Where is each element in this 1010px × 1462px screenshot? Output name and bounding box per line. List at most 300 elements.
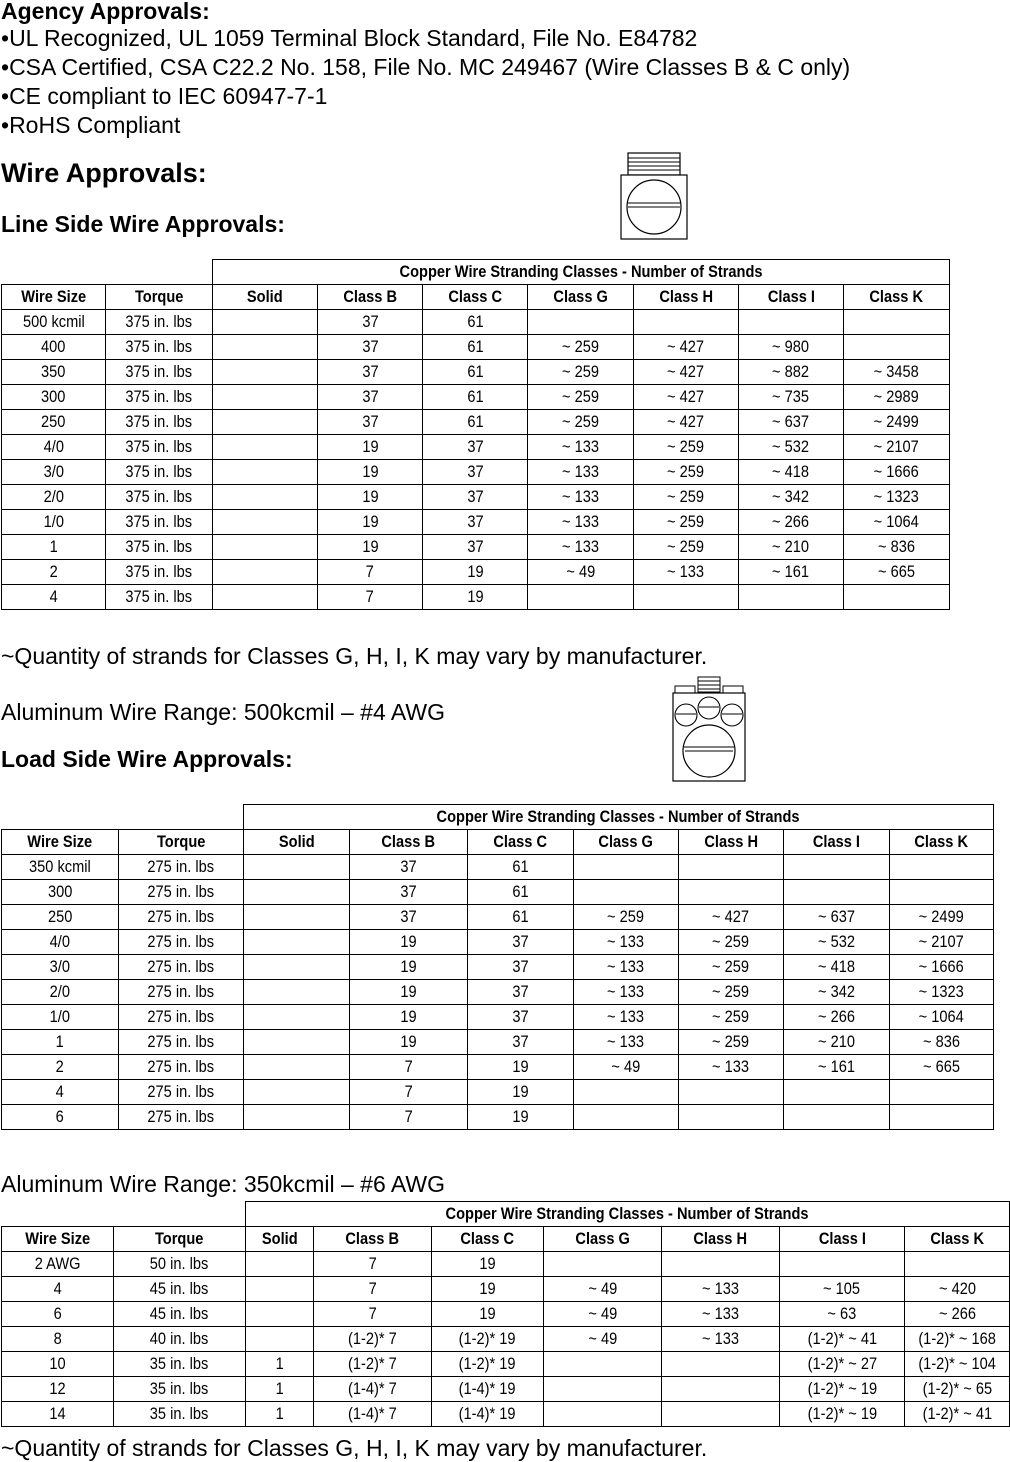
table-cell: 7 [318, 585, 423, 610]
table-cell [679, 880, 784, 905]
load-side-table [1, 804, 994, 1130]
table-cell: ~ 342 [784, 980, 890, 1005]
table-cell: 19 [423, 585, 528, 610]
table-cell: ~ 665 [844, 560, 950, 585]
agency-item: • RoHS Compliant [1, 111, 850, 140]
table-cell: 250 [2, 905, 119, 930]
table-cell: 4 [2, 585, 106, 610]
table-cell: 275 in. lbs [119, 905, 244, 930]
table-cell: 19 [318, 510, 423, 535]
table-cell: 350 kcmil [2, 855, 119, 880]
table-cell: ~ 133 [662, 1277, 780, 1302]
table-cell [784, 1080, 890, 1105]
table-cell: 7 [314, 1302, 432, 1327]
table-cell: ~ 259 [679, 980, 784, 1005]
table-row [2, 1055, 994, 1080]
table-cell: ~ 532 [739, 435, 844, 460]
table-cell [246, 1327, 314, 1352]
table-row [2, 880, 994, 905]
table-cell: 19 [350, 980, 468, 1005]
table-cell [544, 1352, 662, 1377]
table-cell [662, 1252, 780, 1277]
table-cell: 2 [2, 1055, 119, 1080]
table-cell [890, 880, 994, 905]
table-cell: ~ 665 [890, 1055, 994, 1080]
column-header: Wire Size [2, 1227, 114, 1252]
table-cell: 375 in. lbs [106, 385, 213, 410]
table-cell: 19 [468, 1055, 574, 1080]
table-cell [574, 880, 679, 905]
table-row [2, 1352, 1010, 1377]
column-header: Torque [106, 285, 213, 310]
table-row [2, 1105, 994, 1130]
table-cell: ~ 133 [634, 560, 739, 585]
table-cell [213, 435, 318, 460]
table-cell: ~ 133 [679, 1055, 784, 1080]
table-cell: 7 [314, 1252, 432, 1277]
table-cell: 6 [2, 1302, 114, 1327]
table-row [2, 460, 950, 485]
table-row [2, 930, 994, 955]
table-cell: (1-2)* 19 [432, 1352, 544, 1377]
table-cell: ~ 2107 [890, 930, 994, 955]
table-row [2, 435, 950, 460]
line-side-heading: Line Side Wire Approvals: [1, 211, 285, 237]
table-cell: (1-2)* ~ 41 [905, 1402, 1010, 1427]
table-cell [244, 955, 350, 980]
table-cell [890, 1105, 994, 1130]
table-cell: (1-4)* 19 [432, 1377, 544, 1402]
table-cell: ~ 418 [739, 460, 844, 485]
table-cell: ~ 420 [905, 1277, 1010, 1302]
table-cell: 7 [350, 1055, 468, 1080]
small-wire-table [1, 1201, 1010, 1427]
table-cell: 37 [468, 930, 574, 955]
table-cell: 6 [2, 1105, 119, 1130]
table-cell: ~ 2499 [844, 410, 950, 435]
table-cell: ~ 3458 [844, 360, 950, 385]
table-cell: 61 [423, 410, 528, 435]
column-header: Torque [114, 1227, 246, 1252]
column-header: Solid [213, 285, 318, 310]
table-row [2, 560, 950, 585]
table-cell [544, 1252, 662, 1277]
column-header: Class H [679, 830, 784, 855]
table-cell: 7 [314, 1277, 432, 1302]
table-cell: (1-4)* 7 [314, 1402, 432, 1427]
column-header: Class K [905, 1227, 1010, 1252]
table-cell [213, 585, 318, 610]
agency-approvals-list [1, 24, 850, 140]
table-row [2, 1402, 1010, 1427]
table-cell: ~ 133 [574, 1005, 679, 1030]
table-cell: ~ 49 [544, 1302, 662, 1327]
table-row [2, 905, 994, 930]
table-cell: ~ 259 [634, 535, 739, 560]
table-row [2, 485, 950, 510]
column-header: Class C [432, 1227, 544, 1252]
table-cell: 37 [350, 880, 468, 905]
table-cell: 61 [423, 385, 528, 410]
table-cell [574, 855, 679, 880]
table-cell: 1 [246, 1377, 314, 1402]
table-row [2, 1030, 994, 1055]
table-cell [244, 1080, 350, 1105]
table-cell: (1-4)* 7 [314, 1377, 432, 1402]
table-cell [246, 1277, 314, 1302]
table-cell: 61 [423, 310, 528, 335]
table-cell: ~ 49 [544, 1277, 662, 1302]
table-cell [244, 930, 350, 955]
table-cell: 7 [318, 560, 423, 585]
table-cell: 37 [423, 460, 528, 485]
table-cell: ~ 133 [574, 980, 679, 1005]
table-row [2, 335, 950, 360]
table-cell: 19 [468, 1105, 574, 1130]
table-cell: 2/0 [2, 485, 106, 510]
table-cell [246, 1252, 314, 1277]
table-cell: 275 in. lbs [119, 1080, 244, 1105]
table-cell [780, 1252, 905, 1277]
table-cell: ~ 133 [528, 510, 634, 535]
table-cell: 37 [318, 410, 423, 435]
table-cell: ~ 259 [634, 460, 739, 485]
table-cell: ~ 105 [780, 1277, 905, 1302]
table-cell: 275 in. lbs [119, 880, 244, 905]
table-cell: 375 in. lbs [106, 310, 213, 335]
table-cell: 19 [432, 1252, 544, 1277]
table-cell: 7 [350, 1080, 468, 1105]
table-cell: 45 in. lbs [114, 1302, 246, 1327]
table-cell: 2/0 [2, 980, 119, 1005]
table-cell: 375 in. lbs [106, 410, 213, 435]
table-cell: ~ 259 [679, 1005, 784, 1030]
table-cell: (1-2)* ~ 65 [905, 1377, 1010, 1402]
table-cell [544, 1377, 662, 1402]
column-header: Class G [574, 830, 679, 855]
table-cell: 4/0 [2, 930, 119, 955]
table-cell: ~ 133 [528, 535, 634, 560]
table-cell: ~ 427 [634, 335, 739, 360]
table-cell: 300 [2, 385, 106, 410]
table-cell: ~ 266 [905, 1302, 1010, 1327]
table-row [2, 1302, 1010, 1327]
table-cell [634, 310, 739, 335]
table-cell: ~ 259 [528, 385, 634, 410]
table-cell: 37 [423, 485, 528, 510]
table-cell: 375 in. lbs [106, 360, 213, 385]
table-cell [213, 410, 318, 435]
table-cell: 1/0 [2, 1005, 119, 1030]
table-cell: 500 kcmil [2, 310, 106, 335]
table-cell: ~ 161 [784, 1055, 890, 1080]
table-cell: (1-2)* 7 [314, 1327, 432, 1352]
line-aluminum-range: Aluminum Wire Range: 500kcmil – #4 AWG [1, 699, 445, 725]
table-cell: ~ 1666 [890, 955, 994, 980]
table-cell: ~ 210 [739, 535, 844, 560]
column-header: Class B [318, 285, 423, 310]
table-cell: 1 [246, 1402, 314, 1427]
table-cell [213, 485, 318, 510]
table-cell: 37 [468, 1030, 574, 1055]
table-cell: 37 [468, 980, 574, 1005]
table-cell: 12 [2, 1377, 114, 1402]
table-cell: 19 [350, 955, 468, 980]
table-cell: 4 [2, 1080, 119, 1105]
agency-approvals-heading: Agency Approvals: [1, 0, 210, 24]
table-cell: ~ 133 [574, 1030, 679, 1055]
column-header: Solid [246, 1227, 314, 1252]
table-cell: 40 in. lbs [114, 1327, 246, 1352]
table-cell: 7 [350, 1105, 468, 1130]
table-cell: 50 in. lbs [114, 1252, 246, 1277]
table-cell: ~ 427 [679, 905, 784, 930]
load-aluminum-range: Aluminum Wire Range: 350kcmil – #6 AWG [1, 1171, 445, 1197]
table-group-header: Copper Wire Stranding Classes - Number of Strands [213, 260, 950, 285]
table-cell: ~ 836 [890, 1030, 994, 1055]
table-cell: ~ 259 [679, 930, 784, 955]
table-cell: ~ 342 [739, 485, 844, 510]
table-cell: ~ 2107 [844, 435, 950, 460]
table-cell [890, 855, 994, 880]
table-row [2, 1377, 1010, 1402]
agency-item: • CSA Certified, CSA C22.2 No. 158, File No. MC 249467 (Wire Classes B & C only) [1, 53, 850, 82]
table-cell [634, 585, 739, 610]
column-header: Wire Size [2, 285, 106, 310]
table-cell [244, 980, 350, 1005]
table-cell: 2 AWG [2, 1252, 114, 1277]
table-cell [784, 880, 890, 905]
table-cell [679, 1105, 784, 1130]
table-cell: 14 [2, 1402, 114, 1427]
table-cell: ~ 259 [528, 360, 634, 385]
table-row [2, 855, 994, 880]
single-lug-terminal-icon [620, 151, 688, 241]
table-cell [679, 855, 784, 880]
strand-note-bottom: ~Quantity of strands for Classes G, H, I, K may vary by manufacturer. [1, 1435, 708, 1461]
table-cell [679, 1080, 784, 1105]
table-cell: ~ 133 [574, 955, 679, 980]
table-row [2, 360, 950, 385]
strand-note: ~Quantity of strands for Classes G, H, I, K may vary by manufacturer. [1, 643, 708, 669]
table-cell [213, 360, 318, 385]
table-cell [213, 310, 318, 335]
table-cell: ~ 133 [662, 1327, 780, 1352]
column-header: Class B [350, 830, 468, 855]
table-cell: 37 [318, 385, 423, 410]
table-cell: (1-2)* ~ 19 [780, 1377, 905, 1402]
table-cell: 300 [2, 880, 119, 905]
table-cell [784, 855, 890, 880]
table-cell: ~ 427 [634, 385, 739, 410]
table-cell [528, 585, 634, 610]
table-cell: 19 [468, 1080, 574, 1105]
load-side-heading: Load Side Wire Approvals: [1, 746, 293, 772]
table-cell: 4/0 [2, 435, 106, 460]
table-cell [244, 1005, 350, 1030]
table-cell: 350 [2, 360, 106, 385]
table-cell: 37 [318, 335, 423, 360]
table-cell [213, 560, 318, 585]
table-row [2, 980, 994, 1005]
table-cell: 35 in. lbs [114, 1377, 246, 1402]
table-cell [844, 585, 950, 610]
table-cell: 37 [423, 510, 528, 535]
table-cell: 275 in. lbs [119, 1005, 244, 1030]
table-cell: 35 in. lbs [114, 1402, 246, 1427]
table-cell: ~ 259 [679, 1030, 784, 1055]
table-cell: 3/0 [2, 460, 106, 485]
column-header: Class I [739, 285, 844, 310]
table-cell: 19 [318, 485, 423, 510]
table-cell: 1 [246, 1352, 314, 1377]
triple-lug-terminal-icon [672, 676, 746, 783]
column-header: Class K [844, 285, 950, 310]
table-cell: 4 [2, 1277, 114, 1302]
table-cell: ~ 532 [784, 930, 890, 955]
table-row [2, 1277, 1010, 1302]
table-cell [662, 1352, 780, 1377]
table-cell: (1-2)* ~ 41 [780, 1327, 905, 1352]
table-cell: ~ 49 [528, 560, 634, 585]
table-cell: ~ 266 [784, 1005, 890, 1030]
table-cell: ~ 637 [784, 905, 890, 930]
agency-item: • CE compliant to IEC 60947-7-1 [1, 82, 850, 111]
table-group-header: Copper Wire Stranding Classes - Number of Strands [244, 805, 994, 830]
table-cell: 61 [423, 335, 528, 360]
table-cell: 250 [2, 410, 106, 435]
column-header: Class G [528, 285, 634, 310]
table-cell: (1-2)* ~ 168 [905, 1327, 1010, 1352]
column-header: Class H [662, 1227, 780, 1252]
table-cell [213, 335, 318, 360]
table-row [2, 585, 950, 610]
table-cell: 275 in. lbs [119, 1030, 244, 1055]
table-cell: 37 [468, 1005, 574, 1030]
table-cell: 37 [468, 955, 574, 980]
table-row [2, 955, 994, 980]
table-cell: ~ 133 [662, 1302, 780, 1327]
table-cell: 37 [423, 435, 528, 460]
table-cell [244, 855, 350, 880]
column-header: Class C [468, 830, 574, 855]
table-cell: 275 in. lbs [119, 855, 244, 880]
table-cell: 19 [350, 930, 468, 955]
table-cell [213, 510, 318, 535]
column-header: Class C [423, 285, 528, 310]
table-row [2, 1327, 1010, 1352]
table-cell: 61 [468, 855, 574, 880]
table-row [2, 510, 950, 535]
table-cell: 45 in. lbs [114, 1277, 246, 1302]
table-cell: 37 [318, 310, 423, 335]
table-cell: ~ 266 [739, 510, 844, 535]
table-cell: 35 in. lbs [114, 1352, 246, 1377]
table-cell: 1 [2, 1030, 119, 1055]
column-header: Class G [544, 1227, 662, 1252]
table-cell: 19 [423, 560, 528, 585]
table-row [2, 1252, 1010, 1277]
table-cell [244, 1055, 350, 1080]
table-cell: (1-2)* 19 [432, 1327, 544, 1352]
table-cell: 275 in. lbs [119, 980, 244, 1005]
table-cell: 375 in. lbs [106, 535, 213, 560]
table-cell: ~ 836 [844, 535, 950, 560]
table-cell: 3/0 [2, 955, 119, 980]
table-cell [213, 535, 318, 560]
table-cell: (1-4)* 19 [432, 1402, 544, 1427]
table-cell: 375 in. lbs [106, 335, 213, 360]
column-header: Class H [634, 285, 739, 310]
table-cell: ~ 49 [574, 1055, 679, 1080]
table-cell [574, 1080, 679, 1105]
table-cell [844, 335, 950, 360]
table-header-row [2, 830, 994, 855]
table-cell: ~ 63 [780, 1302, 905, 1327]
table-row [2, 535, 950, 560]
table-row [2, 1080, 994, 1105]
table-cell: (1-2)* 7 [314, 1352, 432, 1377]
table-cell: 275 in. lbs [119, 1105, 244, 1130]
table-cell: ~ 259 [634, 510, 739, 535]
table-cell [890, 1080, 994, 1105]
table-cell: (1-2)* ~ 104 [905, 1352, 1010, 1377]
table-group-header: Copper Wire Stranding Classes - Number of Strands [246, 1202, 1010, 1227]
table-cell: 19 [318, 535, 423, 560]
table-cell: 61 [423, 360, 528, 385]
column-header: Solid [244, 830, 350, 855]
table-cell: ~ 49 [544, 1327, 662, 1352]
table-cell: 275 in. lbs [119, 930, 244, 955]
table-cell: 37 [318, 360, 423, 385]
table-row [2, 310, 950, 335]
table-cell [244, 905, 350, 930]
column-header: Class K [890, 830, 994, 855]
table-cell: ~ 1323 [890, 980, 994, 1005]
column-header: Class B [314, 1227, 432, 1252]
line-side-table [1, 259, 950, 610]
column-header: Torque [119, 830, 244, 855]
table-cell: 19 [350, 1005, 468, 1030]
table-cell: 1 [2, 535, 106, 560]
table-header-row [2, 285, 950, 310]
table-cell [213, 385, 318, 410]
agency-item: • UL Recognized, UL 1059 Terminal Block Standard, File No. E84782 [1, 24, 850, 53]
table-cell [244, 1105, 350, 1130]
table-cell: 19 [432, 1302, 544, 1327]
table-cell: ~ 259 [634, 485, 739, 510]
table-cell: 375 in. lbs [106, 560, 213, 585]
table-cell [244, 880, 350, 905]
table-header-row [2, 1227, 1010, 1252]
column-header: Class I [784, 830, 890, 855]
table-cell: (1-2)* ~ 27 [780, 1352, 905, 1377]
table-cell: 275 in. lbs [119, 1055, 244, 1080]
table-cell: ~ 133 [574, 930, 679, 955]
table-cell: 375 in. lbs [106, 460, 213, 485]
table-cell: ~ 259 [634, 435, 739, 460]
table-cell [662, 1377, 780, 1402]
column-header: Wire Size [2, 830, 119, 855]
table-cell: ~ 259 [574, 905, 679, 930]
table-cell: 61 [468, 905, 574, 930]
table-cell [528, 310, 634, 335]
table-cell [844, 310, 950, 335]
table-cell: 1/0 [2, 510, 106, 535]
table-cell: 375 in. lbs [106, 435, 213, 460]
table-row [2, 385, 950, 410]
table-cell: 400 [2, 335, 106, 360]
